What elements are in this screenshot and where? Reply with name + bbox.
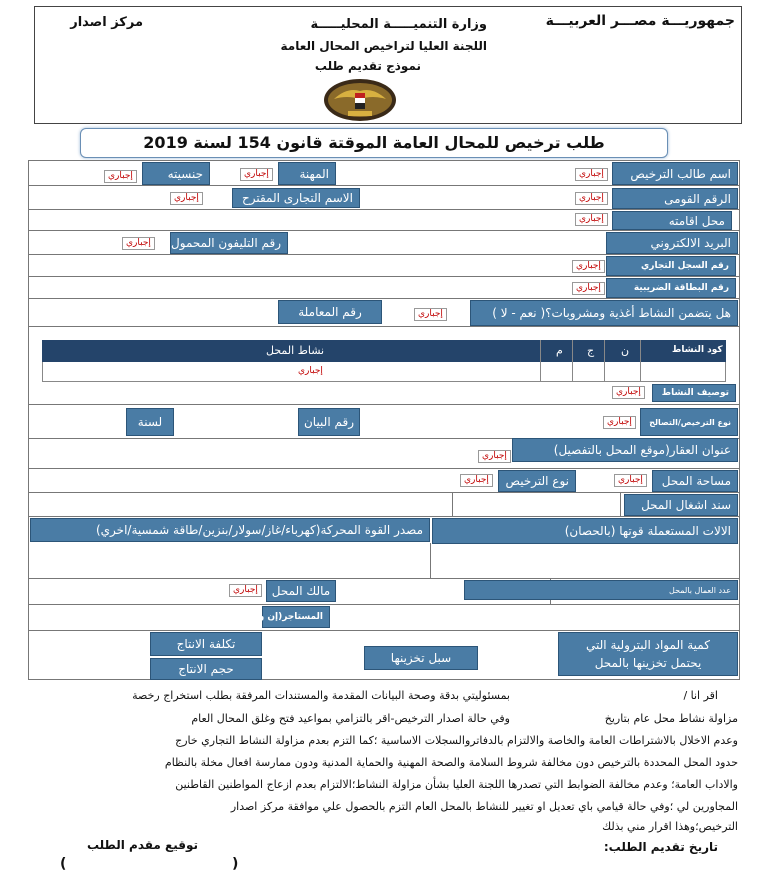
- shop-area-input[interactable]: [580, 470, 610, 492]
- required-badge: إجباري: [122, 237, 155, 250]
- email-input[interactable]: [292, 232, 602, 254]
- tenant-label: المستاجر(إن وجد): [262, 606, 330, 628]
- statement-no-label: رقم البيان: [298, 408, 360, 436]
- statement-no-input[interactable]: [364, 408, 600, 436]
- applicant-name-label: اسم طالب الترخيص: [612, 162, 738, 185]
- row-divider: [28, 516, 740, 517]
- national-id-label: الرقم القومى: [612, 188, 738, 209]
- production-cost-label: تكلفة الانتاج: [150, 632, 262, 656]
- food-question-label: هل يتضمن النشاط أغذية ومشروبات؟( نعم - لا ): [470, 300, 738, 326]
- power-source-label: مصدر القوة المحركة(كهرباء/غاز/سولار/بنزين/طاقة شمسية/اخري): [30, 518, 430, 542]
- row-divider: [28, 492, 740, 493]
- ministry-name: وزارة التنميـــــة المحليـــــة: [310, 17, 487, 32]
- row-divider: [28, 230, 740, 231]
- profession-label: المهنة: [278, 162, 336, 185]
- petroleum-label-line2: يحتمل تخزينها بالمحل: [594, 656, 702, 670]
- email-label: البريد الالكتروني: [606, 232, 738, 254]
- address-label: عنوان العقار(موقع المحل بالتفصيل): [512, 438, 738, 462]
- required-badge: إجباري: [614, 474, 647, 487]
- trade-name-label: الاسم التجارى المقترح: [232, 188, 360, 208]
- center-label: مركز اصدار: [70, 15, 143, 30]
- power-source-input[interactable]: [30, 546, 428, 576]
- row-divider: [28, 185, 740, 186]
- row-divider: [28, 254, 740, 255]
- declaration-line1a: اقر انا /: [683, 689, 718, 702]
- declaration-line4: حدود المحل المحددة بالترخيص دون مخالفة شروط السلامة والصحة المهنية والحماية المدنية ودون ممارسة افعال مخلة بالنظام: [164, 756, 738, 769]
- activity-desc-label: توصيف النشاط: [652, 384, 736, 402]
- production-input[interactable]: [30, 632, 146, 678]
- required-badge: إجباري: [575, 213, 608, 226]
- storage-label: سبل تخزينها: [364, 646, 478, 670]
- row-divider: [28, 404, 740, 405]
- shop-activity-header: نشاط المحل: [266, 344, 325, 357]
- tax-card-input[interactable]: [30, 278, 568, 298]
- production-volume-label: حجم الانتاج: [150, 658, 262, 680]
- declaration-line1b: بمسئوليتي بدقة وصحة البيانات المقدمة والمستندات المرفقة بطلب استخراج رخصة: [132, 689, 510, 702]
- tenant-input[interactable]: [30, 606, 258, 628]
- required-badge: إجباري: [575, 168, 608, 181]
- applicant-signature-label: توقيع مقدم الطلب: [86, 838, 198, 852]
- machines-label: الالات المستعملة قوتها (بالحصان): [432, 518, 738, 544]
- mobile-label: رقم التليفون المحمول: [170, 232, 288, 254]
- residence-label: محل اقامته: [612, 211, 732, 230]
- col-n-header: ن: [621, 344, 630, 357]
- trade-name-input[interactable]: [30, 188, 166, 208]
- commercial-register-input[interactable]: [30, 256, 568, 276]
- declaration-line5: والاداب العامة؛ وعدم مخالفة الضوابط التي تصدرها اللجنة العليا بشأن مزاولة النشاط؛الالتزام بعدم ازعاج المواطنين القاطنين: [175, 778, 738, 791]
- emblem-icon: [322, 77, 398, 123]
- mobile-input[interactable]: [30, 232, 118, 254]
- national-id-input[interactable]: [364, 188, 570, 208]
- row-divider: [28, 604, 740, 605]
- required-badge: إجباري: [229, 584, 262, 597]
- nationality-input[interactable]: [30, 164, 138, 184]
- col-divider: [430, 543, 431, 578]
- occupancy-doc-label: سند اشغال المحل: [624, 494, 738, 516]
- required-badge: إجباري: [170, 192, 203, 205]
- signature-field[interactable]: [76, 856, 226, 876]
- republic-name: جمهوريـــة مصـــر العربيـــة: [545, 13, 735, 29]
- signature-paren-open: (: [232, 856, 239, 872]
- form-title: طلب ترخيص للمحال العامة الموقتة قانون 154 لسنة 2019: [80, 128, 668, 158]
- address-input[interactable]: [30, 440, 474, 466]
- required-badge: إجباري: [298, 366, 323, 376]
- owner-input[interactable]: [340, 580, 460, 602]
- nationality-label: جنسيته: [142, 162, 210, 185]
- transaction-no-input[interactable]: [30, 300, 274, 324]
- required-badge: إجباري: [572, 260, 605, 273]
- required-badge: إجباري: [612, 386, 645, 399]
- license-type-field-label: نوع الترخيص: [498, 470, 576, 492]
- activity-code-header: كود النشاط: [672, 345, 723, 355]
- owner-label: مالك المحل: [266, 580, 336, 602]
- row-divider: [28, 209, 740, 210]
- transaction-no-label: رقم المعاملة: [278, 300, 382, 324]
- workers-label: عدد العمال بالمحل: [464, 580, 738, 600]
- required-badge: إجباري: [104, 170, 137, 183]
- workers-input[interactable]: [30, 580, 226, 602]
- row-divider: [28, 326, 740, 327]
- declaration-line2b: وفي حالة اصدار الترخيص-اقر بالتزامي بمواعيد فتح وغلق المحال العام: [191, 712, 510, 725]
- row-divider: [28, 276, 740, 277]
- commercial-register-label: رقم السجل التجاري: [606, 256, 736, 276]
- petroleum-input[interactable]: [482, 632, 554, 678]
- occupancy-doc-input[interactable]: [30, 494, 450, 516]
- profession-input[interactable]: [214, 164, 238, 184]
- machines-input[interactable]: [432, 546, 738, 576]
- shop-area-label: مساحة المحل: [652, 470, 738, 492]
- applicant-name-input[interactable]: [340, 164, 570, 184]
- col-divider: [620, 492, 621, 516]
- required-badge: إجباري: [572, 282, 605, 295]
- required-badge: إجباري: [414, 308, 447, 321]
- col-divider: [452, 492, 453, 516]
- col-j-header: ج: [587, 344, 595, 357]
- required-badge: إجباري: [240, 168, 273, 181]
- activity-table-row[interactable]: [42, 362, 726, 382]
- petroleum-label-line1: كمية المواد البترولية التي: [586, 638, 710, 652]
- year-input[interactable]: [178, 408, 294, 436]
- committee-name: اللجنة العليا لتراخيص المحال العامة: [280, 39, 487, 53]
- food-answer-input[interactable]: [386, 300, 412, 324]
- residence-input[interactable]: [30, 211, 570, 229]
- license-type-input[interactable]: [30, 470, 456, 492]
- row-divider: [28, 468, 740, 469]
- year-label: لسنة: [126, 408, 174, 436]
- declaration-line6: المجاورين لي ؛وفي حالة قيامي باي تعديل او تغيير للنشاط بالمحل العام التزم بالحصول علي موافقة مركز اصدار: [230, 800, 738, 813]
- license-type-label: نوع الترخيص/التصالح: [640, 408, 738, 436]
- row-divider: [28, 298, 740, 299]
- required-badge: إجباري: [478, 450, 511, 463]
- signature-paren-close: ): [60, 856, 67, 872]
- declaration-line2a: مزاولة نشاط محل عام بتاريخ: [604, 712, 738, 725]
- tax-card-label: رقم البطاقة الضريبية: [606, 278, 736, 298]
- declaration-line3: وعدم الاخلال بالاشتراطات العامة والخاصة والالتزام بالدفاتروالسجلات الاساسية ؛كما التزم بعدم مزاولة النشاط التجاري خارج: [175, 734, 738, 747]
- required-badge: إجباري: [603, 416, 636, 429]
- required-badge: إجباري: [575, 192, 608, 205]
- petroleum-label: [558, 632, 738, 676]
- col-m-header: م: [556, 344, 563, 357]
- form-label: نموذج تقديم طلب: [314, 59, 421, 73]
- required-badge: إجباري: [460, 474, 493, 487]
- declaration-line7: الترخيص؛وهذا اقرار مني بذلك: [602, 820, 738, 833]
- row-divider: [28, 630, 740, 631]
- header-box: [34, 6, 742, 124]
- submission-date-label: تاريخ تقديم الطلب:: [603, 840, 718, 854]
- row-divider: [28, 578, 740, 579]
